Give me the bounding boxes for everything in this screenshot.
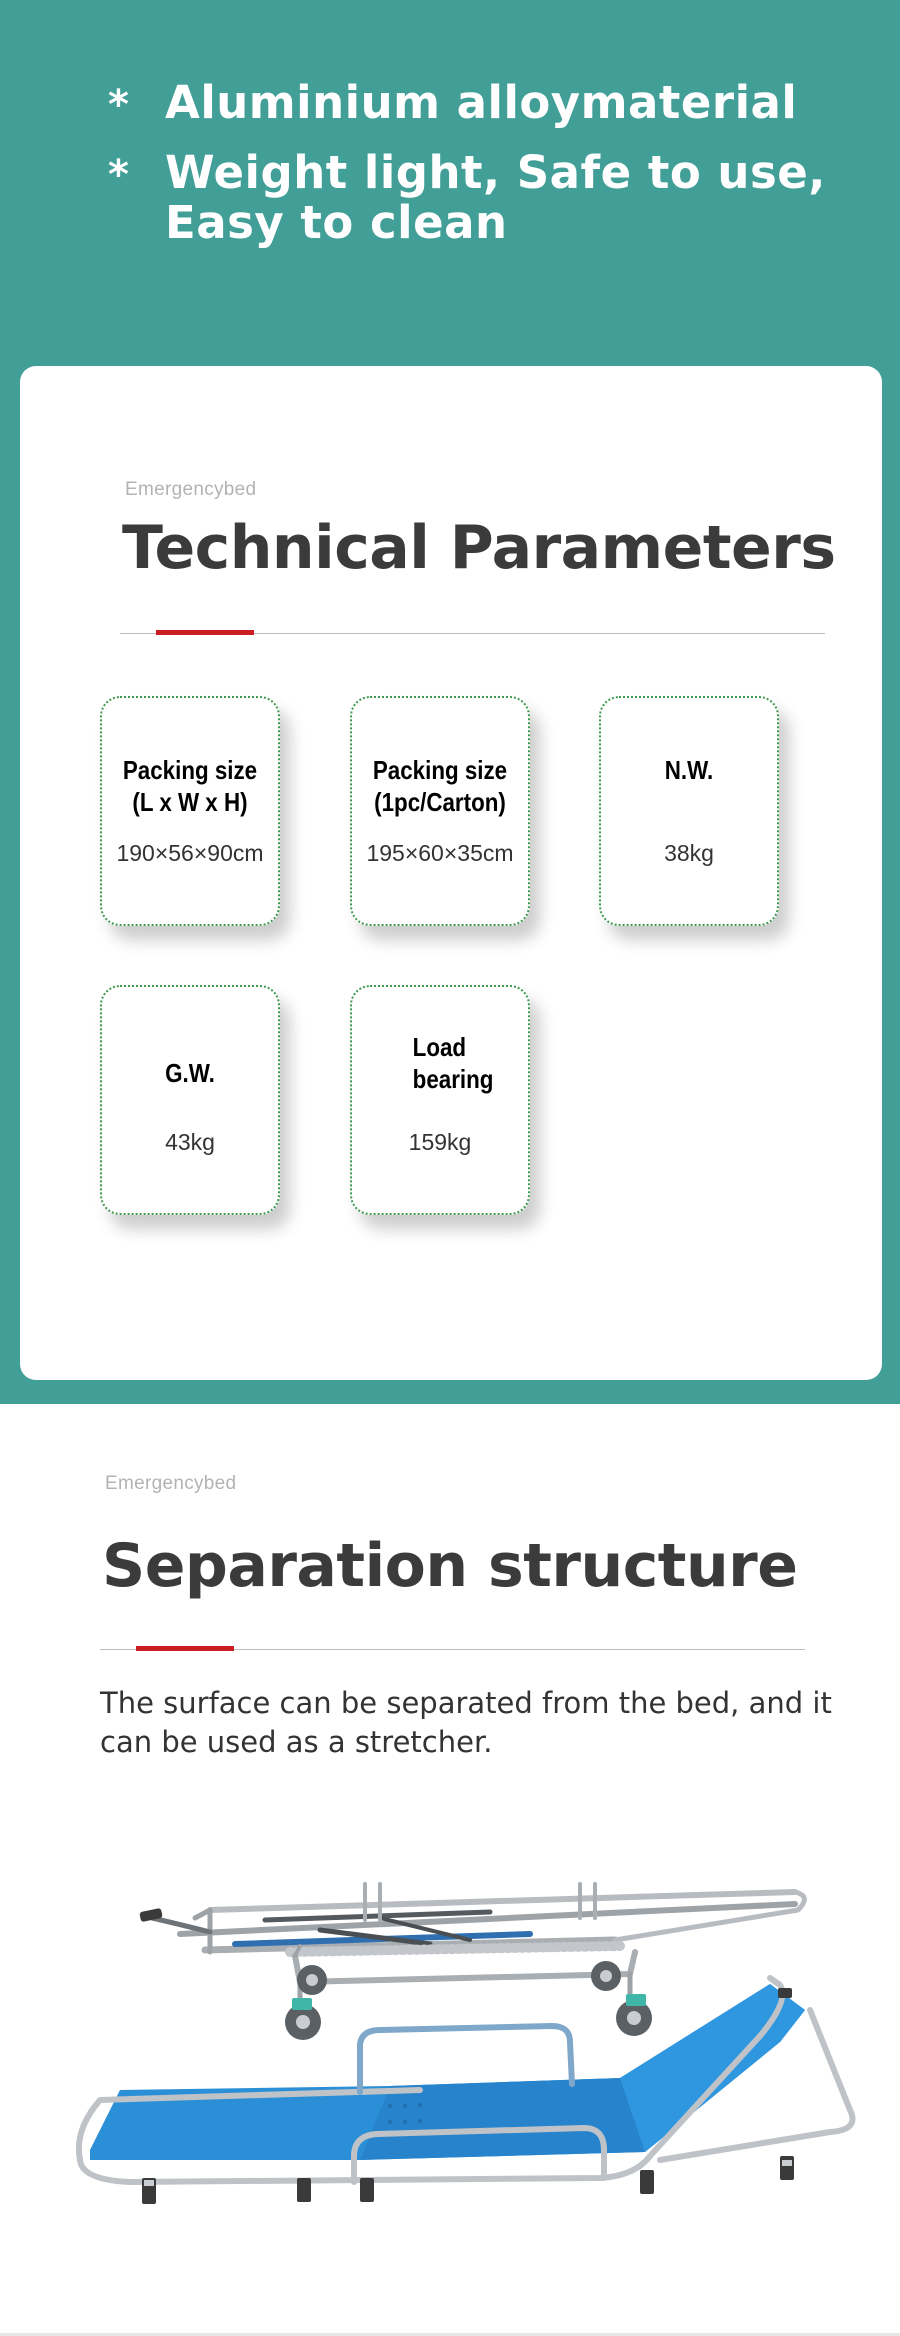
param-label: N.W. <box>664 755 714 785</box>
feature-text: Aluminium alloymaterial <box>165 76 798 129</box>
param-label: Packing size (L x W x H) <box>122 755 258 817</box>
feature-item <box>108 148 826 248</box>
param-label: Load bearing <box>412 1032 494 1094</box>
trolley-frame <box>139 1884 804 2002</box>
param-tile-packing-size-lwh <box>100 696 280 926</box>
stretcher-illustration <box>60 1860 870 2230</box>
section-description: The surface can be separated from the bed, and it can be used as a stretcher. <box>100 1686 832 1759</box>
asterisk-icon: * <box>108 82 129 128</box>
asterisk-icon: * <box>108 152 129 198</box>
feature-list <box>108 78 826 268</box>
technical-parameters-card <box>20 366 882 1380</box>
param-value: 195×60×35cm <box>366 840 514 866</box>
param-tile-gross-weight <box>100 985 280 1215</box>
feature-text: Weight light, Safe to use, <box>165 146 826 199</box>
section-eyebrow: Emergencybed <box>105 1473 237 1494</box>
param-value: 159kg <box>408 1129 472 1155</box>
param-value: 43kg <box>165 1129 215 1155</box>
param-tile-packing-size-carton <box>350 696 530 926</box>
divider-accent <box>136 1646 234 1651</box>
param-label: G.W. <box>165 1058 215 1088</box>
param-tile-load-bearing <box>350 985 530 1215</box>
section-divider <box>120 633 825 634</box>
feature-item <box>108 78 826 128</box>
section-title: Separation structure <box>102 1531 798 1601</box>
section-eyebrow: Emergencybed <box>125 479 257 500</box>
section-title: Technical Parameters <box>122 513 836 583</box>
param-value: 190×56×90cm <box>116 840 264 866</box>
param-tile-net-weight <box>599 696 779 926</box>
section-divider <box>100 1649 805 1650</box>
param-value: 38kg <box>664 840 714 866</box>
divider-accent <box>156 630 254 635</box>
feature-text-line2: Easy to clean <box>165 196 508 249</box>
param-label: Packing size (1pc/Carton) <box>372 755 508 817</box>
